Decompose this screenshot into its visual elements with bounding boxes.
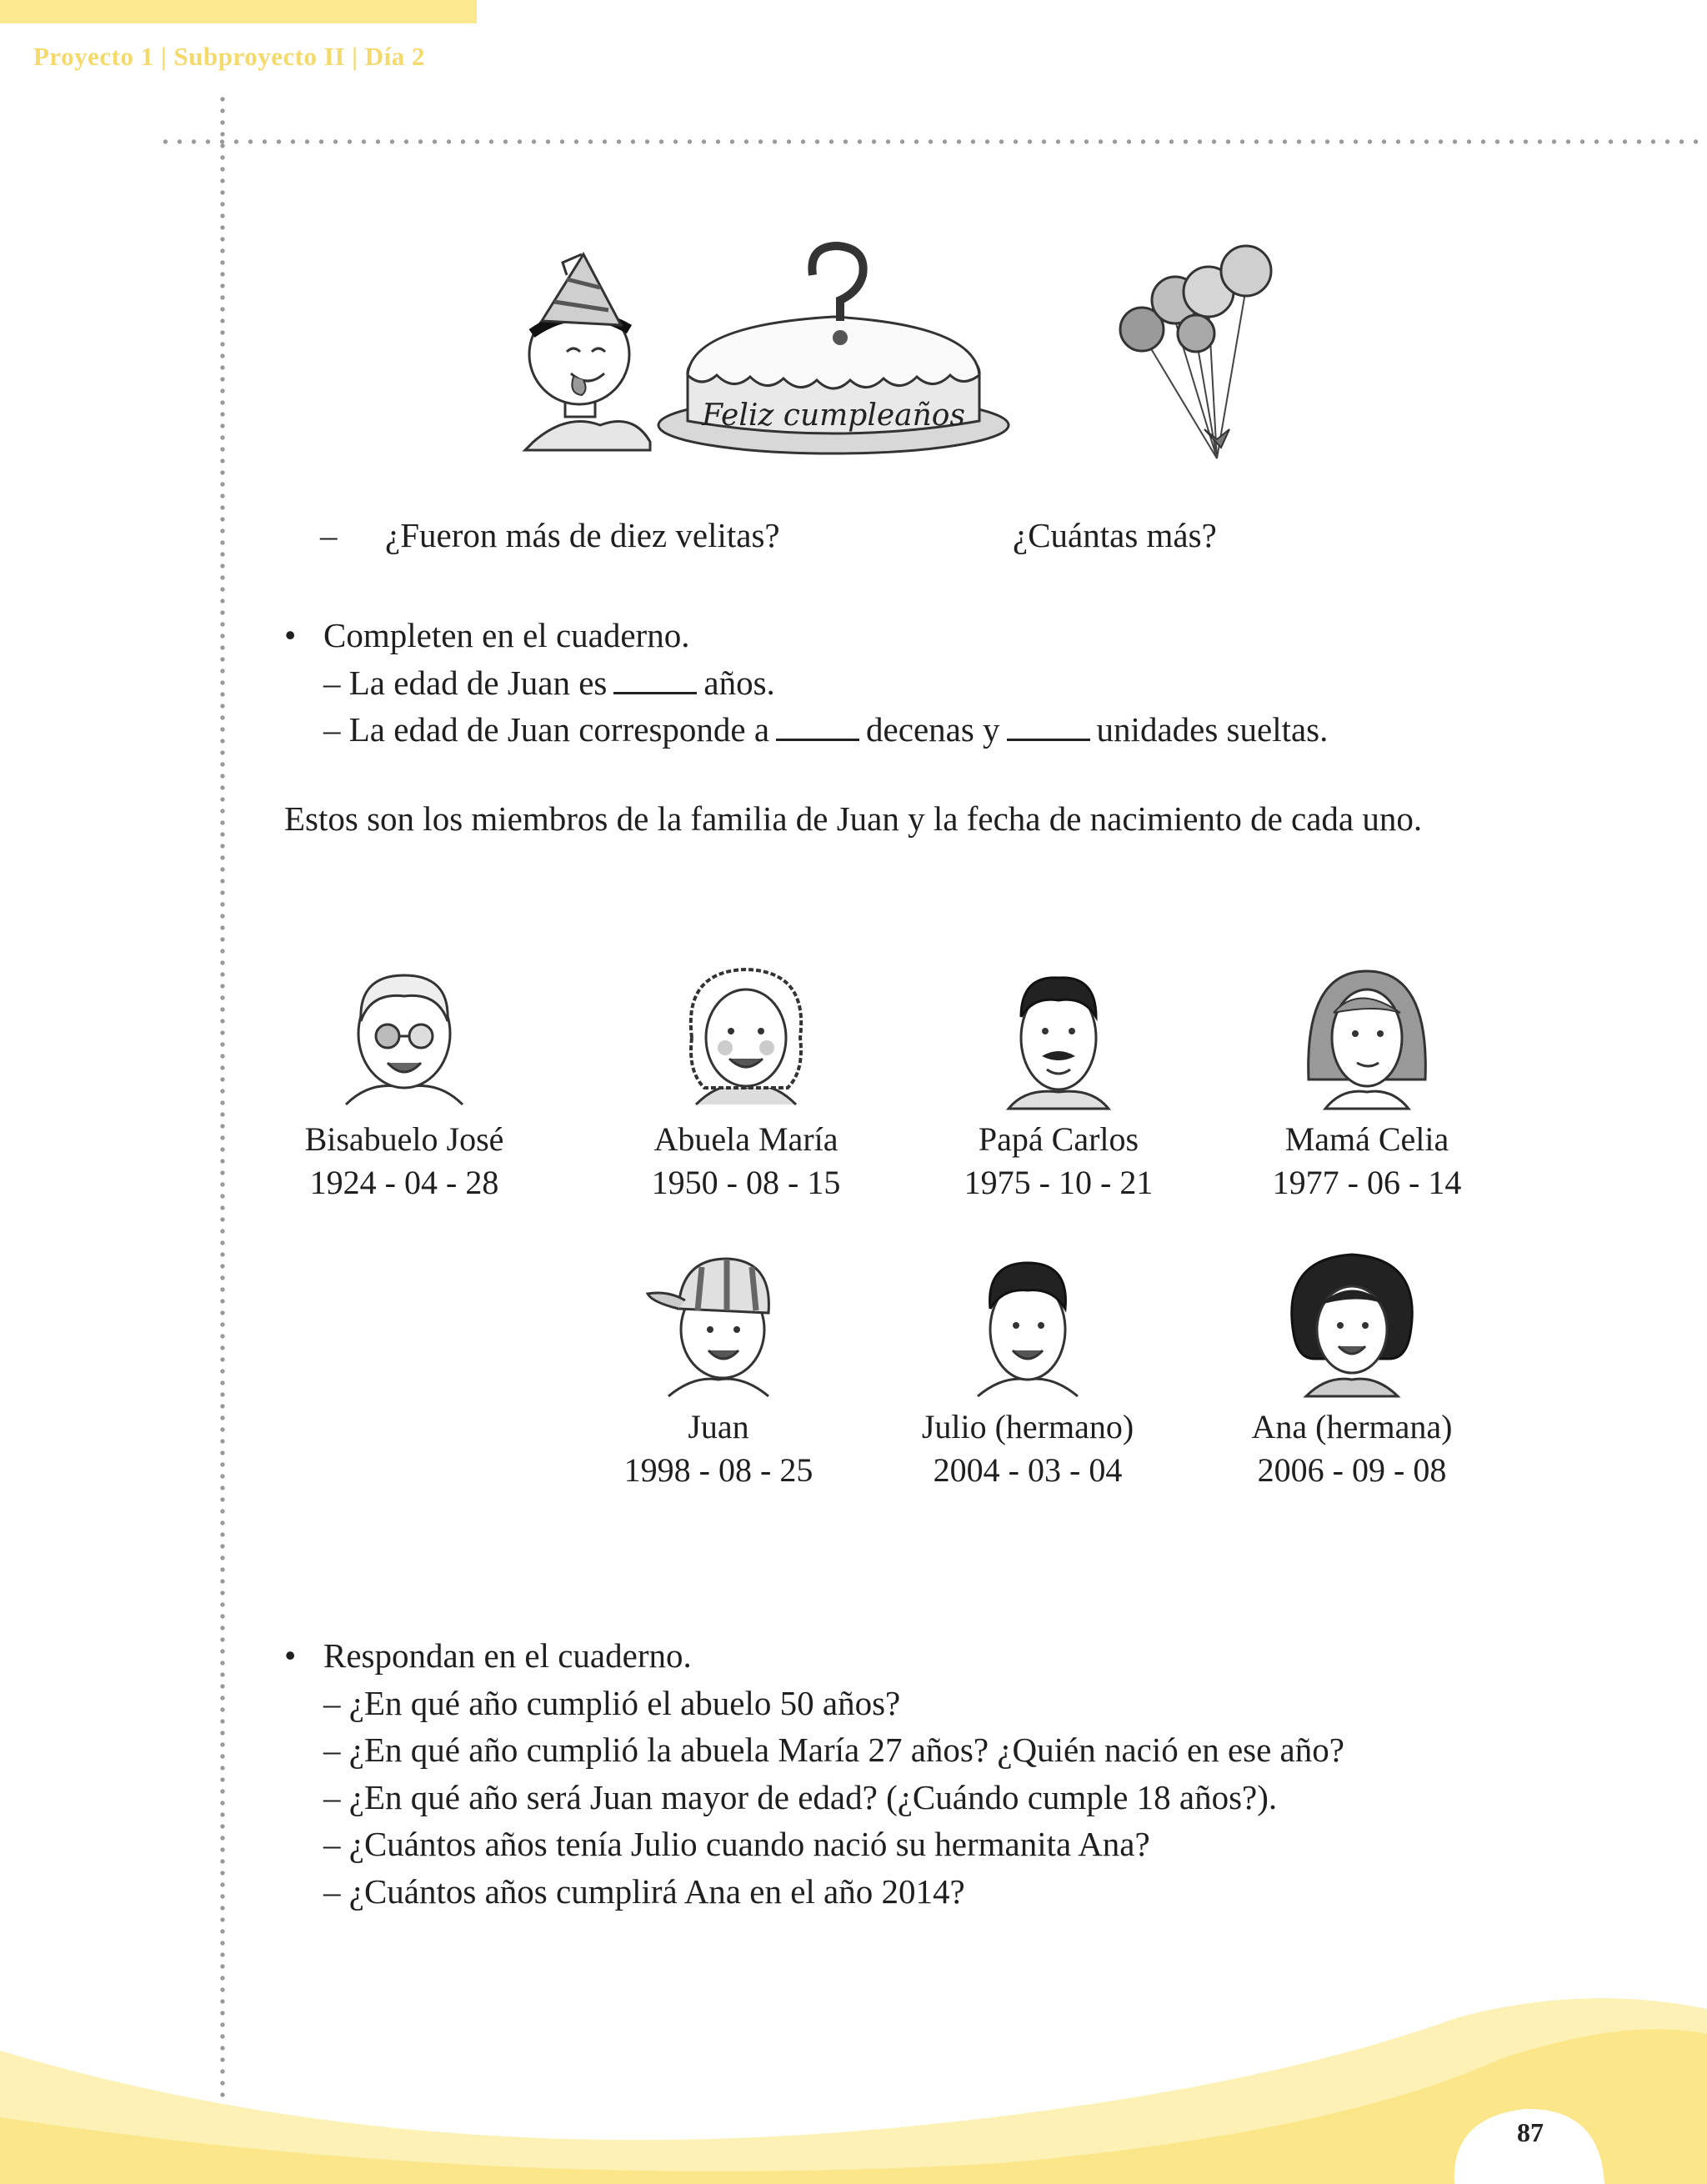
age-text-start: – La edad de Juan es — [323, 664, 608, 702]
cake-text: Feliz cumpleaños — [702, 398, 965, 433]
tens-text-mid: decenas y — [866, 710, 1000, 749]
question-dash: – — [320, 516, 338, 554]
tens-text-start: – La edad de Juan corresponde a — [323, 710, 770, 749]
age-text-end: años. — [703, 664, 775, 702]
vertical-dotted-divider — [220, 93, 225, 2184]
family-intro: Estos son los miembros de la familia de Juan y la fecha de nacimiento de cada uno. — [284, 799, 1423, 838]
family-member-maria — [621, 954, 871, 1205]
respond-question-4: – ¿Cuántos años tenía Julio cuando nació su hermanita Ana? — [323, 1825, 1150, 1863]
respond-question-1: – ¿En qué año cumplió el abuelo 50 años? — [323, 1684, 901, 1722]
member-birthdate: 1977 - 06 - 14 — [1272, 1164, 1462, 1201]
member-birthdate: 2004 - 03 - 04 — [933, 1451, 1123, 1489]
complete-line-tens — [323, 710, 1329, 749]
footer-wave-decoration — [0, 1984, 1707, 2184]
family-member-celia — [1242, 954, 1492, 1205]
member-name: Papá Carlos — [978, 1120, 1139, 1158]
mother-icon — [1284, 954, 1450, 1113]
member-birthdate: 1950 - 08 - 15 — [651, 1164, 841, 1201]
blank-age — [613, 667, 697, 694]
family-member-carlos — [934, 954, 1184, 1205]
birthday-illustration — [483, 242, 1284, 475]
respond-question-3: – ¿En qué año será Juan mayor de edad? (¿Cuándo cumple 18 años?). — [323, 1778, 1278, 1816]
top-accent-bar — [0, 0, 477, 23]
complete-line-age — [323, 666, 775, 700]
family-member-julio — [903, 1242, 1153, 1492]
member-name: Abuela María — [653, 1120, 838, 1158]
member-birthdate: 1975 - 10 - 21 — [964, 1164, 1154, 1201]
member-name: Bisabuelo José — [304, 1120, 504, 1158]
complete-title: Completen en el cuaderno. — [323, 616, 690, 654]
respond-question-2: – ¿En qué año cumplió la abuela María 27 años? ¿Quién nació en ese año? — [323, 1731, 1344, 1769]
horizontal-dotted-divider — [158, 139, 1707, 144]
member-birthdate: 1998 - 08 - 25 — [623, 1451, 813, 1489]
respond-question-5: – ¿Cuántos años cumplirá Ana en el año 2014? — [323, 1872, 965, 1911]
great-grandfather-icon — [321, 954, 488, 1113]
member-birthdate: 2006 - 09 - 08 — [1257, 1451, 1447, 1489]
member-name: Julio (hermano) — [921, 1408, 1134, 1445]
birthday-cake-icon — [658, 246, 1009, 453]
boy-icon — [944, 1242, 1111, 1400]
balloons-icon — [1120, 246, 1271, 458]
grandmother-icon — [663, 954, 829, 1113]
blank-tens — [776, 714, 859, 741]
member-name: Ana (hermana) — [1251, 1408, 1453, 1445]
bullet-complete: • — [284, 616, 297, 654]
family-member-ana — [1227, 1242, 1477, 1492]
member-name: Mamá Celia — [1284, 1120, 1449, 1158]
father-icon — [975, 954, 1142, 1113]
bullet-respond: • — [284, 1636, 297, 1675]
breadcrumb: Proyecto 1 | Subproyecto II | Día 2 — [33, 42, 426, 71]
party-boy-icon — [525, 254, 650, 450]
family-member-jose — [279, 954, 529, 1205]
member-birthdate: 1924 - 04 - 28 — [309, 1164, 499, 1201]
member-name: Juan — [688, 1408, 749, 1445]
question-how-many-more: ¿Cuántas más? — [1013, 516, 1217, 554]
girl-icon — [1269, 1242, 1435, 1400]
question-more-than-ten: ¿Fueron más de diez velitas? — [385, 516, 780, 554]
respond-title: Respondan en el cuaderno. — [323, 1636, 692, 1675]
tens-text-end: unidades sueltas. — [1096, 710, 1329, 749]
page-number: 87 — [1517, 2117, 1544, 2147]
boy-with-cap-icon — [635, 1242, 802, 1400]
blank-units — [1007, 714, 1090, 741]
family-member-juan — [593, 1242, 843, 1492]
